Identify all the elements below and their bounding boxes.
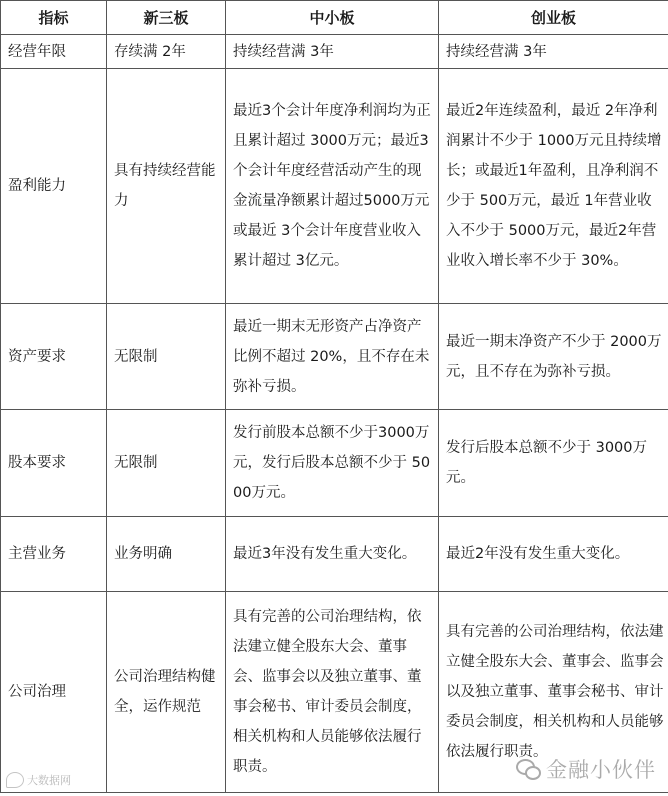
neeq-cell: 业务明确	[107, 517, 226, 592]
sme-cell: 持续经营满 3年	[226, 35, 439, 69]
neeq-cell: 存续满 2年	[107, 35, 226, 69]
neeq-cell: 无限制	[107, 304, 226, 410]
neeq-cell: 公司治理结构健全，运作规范	[107, 592, 226, 793]
indicator-cell: 经营年限	[1, 35, 107, 69]
sme-cell: 最近3年没有发生重大变化。	[226, 517, 439, 592]
neeq-cell: 具有持续经营能力	[107, 69, 226, 304]
header-indicator: 指标	[1, 1, 107, 35]
header-row	[1, 1, 668, 35]
chinext-cell: 最近2年没有发生重大变化。	[439, 517, 668, 592]
chinext-cell: 发行后股本总额不少于 3000万元。	[439, 410, 668, 517]
table-row	[1, 410, 668, 517]
indicator-cell: 盈利能力	[1, 69, 107, 304]
watermark-right	[516, 754, 656, 784]
sme-cell: 发行前股本总额不少于3000万元，发行后股本总额不少于 5000万元。	[226, 410, 439, 517]
indicator-cell: 资产要求	[1, 304, 107, 410]
sme-cell: 具有完善的公司治理结构，依法建立健全股东大会、董事会、监事会以及独立董事、董事会秘书、审计委员会制度，相关机构和人员能够依法履行职责。	[226, 592, 439, 793]
chinext-cell: 具有完善的公司治理结构，依法建立健全股东大会、董事会、监事会以及独立董事、董事会秘书、审计委员会制度，相关机构和人员能够依法履行职责。	[439, 592, 668, 793]
table-row	[1, 69, 668, 304]
watermark-right-text: 金融小伙伴	[546, 758, 656, 782]
table-row	[1, 304, 668, 410]
sme-cell: 最近一期末无形资产占净资产比例不超过 20%，且不存在未弥补亏损。	[226, 304, 439, 410]
weibo-icon	[6, 772, 24, 788]
indicator-cell: 主营业务	[1, 517, 107, 592]
header-neeq: 新三板	[107, 1, 226, 35]
wechat-icon	[516, 759, 540, 779]
table-row	[1, 517, 668, 592]
indicator-cell: 公司治理	[1, 592, 107, 793]
chinext-cell: 持续经营满 3年	[439, 35, 668, 69]
watermark-left-text: 大数据网	[27, 774, 71, 787]
indicator-cell: 股本要求	[1, 410, 107, 517]
neeq-cell: 无限制	[107, 410, 226, 517]
chinext-cell: 最近一期末净资产不少于 2000万元，且不存在为弥补亏损。	[439, 304, 668, 410]
watermark-left	[6, 772, 71, 788]
header-sme: 中小板	[226, 1, 439, 35]
table-row	[1, 35, 668, 69]
sme-cell: 最近3个会计年度净利润均为正且累计超过 3000万元；最近3个会计年度经营活动产生的现金流量净额累计超过5000万元或最近 3个会计年度营业收入累计超过 3亿元。	[226, 69, 439, 304]
chinext-cell: 最近2年连续盈利，最近 2年净利润累计不少于 1000万元且持续增长；或最近1年盈利，且净利润不少于 500万元，最近 1年营业收入不少于 5000万元，最近2年营业收入增长率不少于 30%。	[439, 69, 668, 304]
header-chinext: 创业板	[439, 1, 668, 35]
